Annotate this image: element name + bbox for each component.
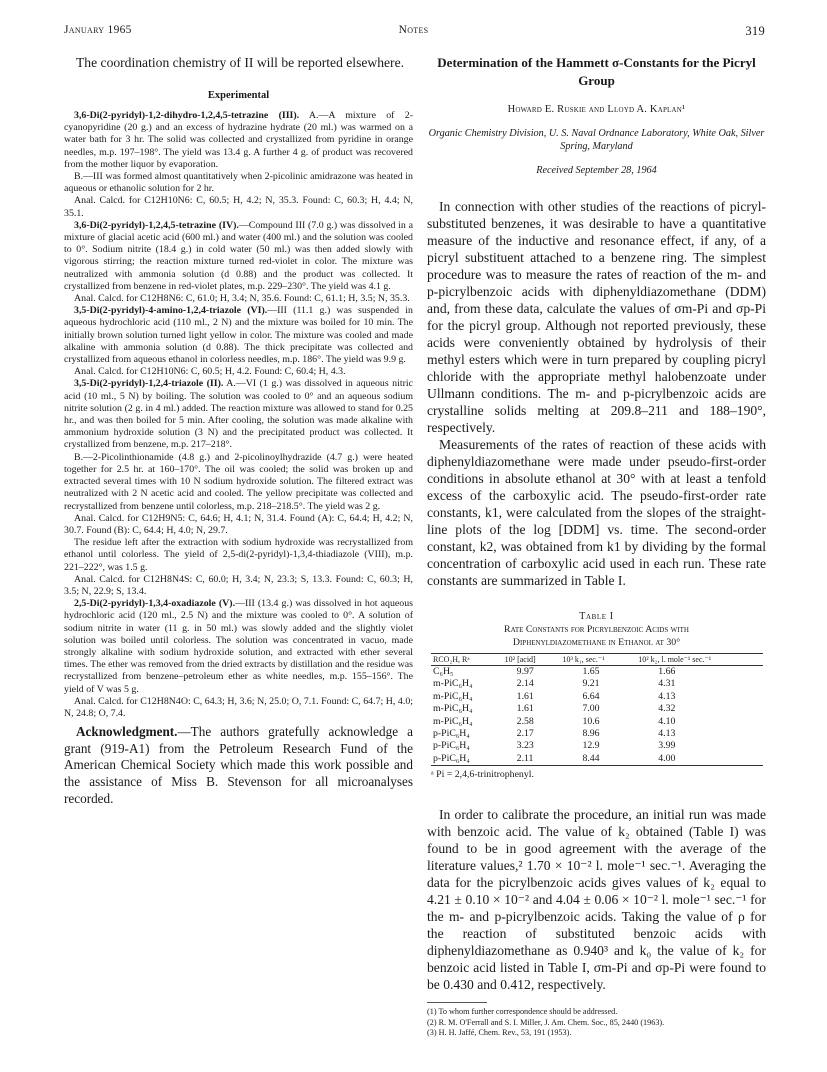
table-cell: 2.58 bbox=[516, 715, 534, 727]
exp-paragraph: 3,5-Di(2-pyridyl)-4-amino-1,2,4-triazole (VI).—III (11.1 g.) was suspended in aqueous hydrochloric acid (110 ml., 2 N) and the mixture was boiled for 10 min. The initially brown solution turned light yellow in color. The mixture was cooled and made alkaline with ammonia solution (d 0.88). The thick precipitate was collected and crystallized from aqueous ethanol in colorless needles, m.p. 186°. The yield was 9.9 g. bbox=[64, 305, 413, 366]
footnote: (2) R. M. O'Ferrall and S. I. Miller, J. Am. Chem. Soc., 85, 2440 (1963). bbox=[427, 1017, 665, 1027]
page-number: 319 bbox=[745, 24, 765, 38]
table-body bbox=[431, 666, 763, 766]
right-column bbox=[427, 54, 766, 1039]
table-cell: 3.99 bbox=[658, 740, 676, 752]
experimental-body bbox=[64, 110, 413, 720]
body-paragraph-1: In connection with other studies of the reactions of picryl-substituted benzenes, it was desirable to have a quantitative measure of the inductive and resonance effect, if any, of a picryl substituent attached to a benzene ring. The simplest procedure was to measure the rates of reaction of the m- and p-picrylbenzoic acids with diphenyldiazomethane (DDM) and, from these data, calculate the values of σm-Pi and σp-Pi for the picryl group. Although not reported previously, these acids were conveniently obtained by hydrolysis of their methyl esters which were in turn prepared by coupling picryl chloride with the appropriate methyl halobenzoate under Ullmann conditions. The m- and p-picrylbenzoic acids are crystalline solids melting at 209.8–211 and 188–190°, respectively. bbox=[427, 199, 766, 435]
table-row bbox=[431, 678, 763, 690]
header-date: January 1965 bbox=[64, 24, 132, 36]
section-heading-experimental: Experimental bbox=[207, 90, 270, 101]
exp-paragraph: Anal. Calcd. for C12H8N4O: C, 64.3; H, 3.6; N, 25.0; O, 7.1. Found: C, 64.7; H, 4.0; N, 24.8; O, 7.4. bbox=[64, 695, 413, 719]
table-header: 10³ k₁, sec.⁻¹ bbox=[560, 654, 636, 666]
footnote: (3) H. H. Jaffé, Chem. Rev., 53, 191 (1953). bbox=[427, 1028, 572, 1038]
table-row bbox=[431, 716, 763, 728]
table-cell: 1.61 bbox=[516, 690, 534, 702]
table-caption-line1: Rate Constants for Picrylbenzoic Acids with bbox=[504, 624, 689, 635]
body-paragraph-2: Measurements of the rates of reaction of these acids with diphenyldiazomethane were made under pseudo-first-order conditions in absolute ethanol at 30° with at least a tenfold excess of the carboxylic acid. The pseudo-first-order rate constants, k1, were calculated from the slopes of the straight-line plots of the log [DDM] vs. time. The second-order constant, k2, was obtained from k1 by dividing by the formal concentration of carboxylic acid used in each run. These rate constants are summarized in Table I. bbox=[427, 437, 766, 588]
received-date: Received September 28, 1964 bbox=[536, 165, 657, 176]
exp-paragraph: Anal. Calcd. for C12H8N4S: C, 60.0; H, 3.4; N, 23.3; S, 13.3. Found: C, 60.3; H, 3.5; N, 22.9; S, 13.4. bbox=[64, 573, 413, 597]
table-footnote: ᵃ Pi = 2,4,6-trinitrophenyl. bbox=[431, 769, 534, 781]
exp-paragraph: 3,6-Di(2-pyridyl)-1,2,4,5-tetrazine (IV).—Compound III (7.0 g.) was dissolved in a mixture of glacial acetic acid (600 ml.) and water (400 ml.) and the solution was cooled to 0°. Sodium nitrite (18.4 g.) in cold water (50 ml.) was then added slowly with vigorous stirring; the reaction mixture turned red-violet in color. The mixture was neutralized with ammonia solution (d 0.88) and the product was collected. It crystallized from benzene in red-violet plates, m.p. 229–230°. The yield was 4.1 g. bbox=[64, 219, 414, 292]
table-cell: 3.23 bbox=[516, 740, 534, 752]
table-caption-line2: Diphenyldiazomethane in Ethanol at 30° bbox=[512, 636, 681, 648]
table-cell: 4.00 bbox=[636, 753, 763, 766]
table-cell: 4.10 bbox=[658, 715, 676, 727]
table-cell: 4.13 bbox=[658, 728, 676, 740]
table-header: RCO₂H, Rᵃ bbox=[431, 654, 503, 666]
rate-constants-table bbox=[431, 653, 763, 766]
acknowledgment: Acknowledgment.—The authors gratefully acknowledge a grant (919-A1) from the Petroleum Research Fund of the American Chemical Society which made this work possible and the assistance of Miss B. Stevenson for all microanalyses recorded. bbox=[64, 724, 413, 806]
article-authors: Howard E. Ruskie and Lloyd A. Kaplan¹ bbox=[507, 104, 686, 115]
exp-paragraph: B.—2-Picolinthionamide (4.8 g.) and 2-picolinoylhydrazide (4.7 g.) were heated together for 2.5 hr. at 160–170°. The oil was cooled; the solid was broken up and extracted several times with 10 N sodium hydroxide solution. The filtered extract was neutralized with 2 N acetic acid and cooled. The yellow precipitate was collected and recrystallized from benzene until colorless, m.p. 218–218.5°. The yield was 2 g. bbox=[64, 451, 413, 512]
table-cell: 2.11 bbox=[503, 753, 561, 766]
table-header-row bbox=[431, 654, 763, 666]
footnote-divider bbox=[427, 1002, 487, 1003]
body-paragraph-3: In order to calibrate the procedure, an initial run was made with benzoic acid. The value of k₂ obtained (Table I) was found to be in good agreement with the average of the literature values,² 1.70 × 10⁻² l. mole⁻¹ sec.⁻¹. Averaging the data for the picrylbenzoic acids gives values of k₂ equal to 4.21 ± 0.10 × 10⁻² and 4.04 ± 0.06 × 10⁻² l. mole⁻¹ sec.⁻¹ for the m- and p-picrylbenzoic acids. Taking the value of ρ for the reaction of substituted benzoic acids with diphenyldiazomethane as 0.940³ and k₀ the value of k₂ for benzoic acid listed in Table I, σm-Pi and σp-Pi were found to be 0.430 and 0.412, respectively. bbox=[427, 807, 766, 993]
table-cell: 1.61 bbox=[516, 703, 534, 715]
table-row bbox=[431, 666, 763, 679]
article-title: Determination of the Hammett σ-Constants for the Picryl Group bbox=[437, 55, 756, 88]
table-row bbox=[431, 703, 763, 715]
table-cell: 9.97 bbox=[516, 666, 534, 677]
exp-paragraph: 2,5-Di(2-pyridyl)-1,3,4-oxadiazole (V).—III (13.4 g.) was dissolved in hot aqueous hydrochloric acid (120 ml., 2.5 N) and the mixture was cooled to 0°. A solution of sodium nitrite in water (11 g. in 50 ml.) was slowly added and the slightly violet solution was boiled until colorless. The solution was concentrated in vacuo, made strongly alkaline with sodium hydroxide solution, and extracted with ether several times. The ether was removed from the dried extracts by distillation and the residue was recrystallized from benzene–petroleum ether as white needles, m.p. 155–156°. The yield of V was 5 g. bbox=[64, 598, 413, 695]
table-cell: p-PiC₆H₄ bbox=[433, 740, 470, 752]
table-cell: C₆H₅ bbox=[433, 666, 454, 677]
table-row bbox=[431, 740, 763, 752]
table-cell: 1.65 bbox=[582, 666, 600, 677]
exp-paragraph: B.—III was formed almost quantitatively when 2-picolinic amidrazone was heated in aqueous or ethanolic solution for 2 hr. bbox=[64, 171, 413, 195]
table-cell: 9.21 bbox=[582, 678, 600, 690]
table-cell: m-PiC₆H₄ bbox=[433, 690, 473, 702]
table-cell: 4.32 bbox=[658, 703, 676, 715]
header-section: Notes bbox=[398, 24, 429, 36]
article-affiliation: Organic Chemistry Division, U. S. Naval Ordnance Laboratory, White Oak, Silver Spring, Maryland bbox=[428, 128, 765, 152]
table-row bbox=[431, 728, 763, 740]
table-cell: 12.9 bbox=[582, 740, 600, 752]
table-header: 10² [acid] bbox=[503, 654, 561, 666]
exp-paragraph: 3,6-Di(2-pyridyl)-1,2-dihydro-1,2,4,5-tetrazine (III). A.—A mixture of 2-cyanopyridine (20 g.) and an excess of hydrazine hydrate (20 ml.) was warmed on a water bath for 3 hr. The solid was collected and crystallized from pyridine in orange needles, m.p. 197–198°. The yield was 13.4 g. A further 4 g. of product was recovered from the mother liquor by evaporation. bbox=[64, 110, 413, 170]
table-label: Table I bbox=[579, 611, 614, 622]
table-cell: p-PiC₆H₄ bbox=[431, 753, 503, 766]
table-cell: 7.00 bbox=[582, 703, 600, 715]
table-cell: m-PiC₆H₄ bbox=[433, 678, 473, 690]
exp-paragraph: 3,5-Di(2-pyridyl)-1,2,4-triazole (II). A.—VI (1 g.) was dissolved in aqueous nitric acid (10 ml., 5 N) by boiling. The solution was cooled to 0° and an aqueous sodium nitrite solution (2 g. in 4 ml.) added. The reaction mixture was allowed to stand for 0.25 hr., and was then boiled for 5 min. After cooling, the solution was made alkaline with ammonium hydroxide solution (3 N) and the precipitated product was collected. It crystallized from benzene, m.p. 217–218°. bbox=[64, 378, 413, 451]
table-cell: 2.17 bbox=[516, 728, 534, 740]
table-cell: 2.14 bbox=[516, 678, 534, 690]
table-cell: m-PiC₆H₄ bbox=[433, 703, 473, 715]
table-cell: 8.44 bbox=[560, 753, 636, 766]
exp-paragraph: Anal. Calcd. for C12H8N6: C, 61.0; H, 3.4; N, 35.6. Found: C, 61.1; H, 3.5; N, 35.3. bbox=[74, 293, 410, 305]
table-cell: 1.66 bbox=[658, 666, 676, 677]
table-row bbox=[431, 753, 763, 766]
table-cell: 6.64 bbox=[582, 690, 600, 702]
table-cell: 8.96 bbox=[582, 728, 600, 740]
table-cell: 4.13 bbox=[658, 690, 676, 702]
left-column bbox=[64, 54, 413, 807]
exp-paragraph: The residue left after the extraction with sodium hydroxide was recrystallized from ethanol until colorless. The yield of 2,5-di(2-pyridyl)-1,3,4-thiadiazole (VIII), m.p. 221–222°, was 1.5 g. bbox=[64, 537, 413, 573]
table-cell: m-PiC₆H₄ bbox=[433, 715, 473, 727]
table-header: 10² k₂, l. mole⁻¹ sec.⁻¹ bbox=[636, 654, 763, 666]
table-cell: 4.31 bbox=[658, 678, 676, 690]
exp-paragraph: Anal. Calcd. for C12H10N6: C, 60.5; H, 4.2. Found: C, 60.4; H, 4.3. bbox=[74, 366, 346, 378]
footnote: (1) To whom further correspondence should be addressed. bbox=[427, 1007, 618, 1017]
intro-paragraph: The coordination chemistry of II will be reported elsewhere. bbox=[76, 55, 405, 70]
table-row bbox=[431, 691, 763, 703]
exp-paragraph: Anal. Calcd. for C12H9N5: C, 64.6; H, 4.1; N, 31.4. Found (A): C, 64.4; H, 4.2; N, 30.7. Found (B): C, 64.4; H, 4.0; N, 29.7. bbox=[64, 512, 413, 536]
table-cell: 10.6 bbox=[582, 715, 600, 727]
table-cell: p-PiC₆H₄ bbox=[433, 728, 470, 740]
exp-paragraph: Anal. Calcd. for C12H10N6: C, 60.5; H, 4.2; N, 35.3. Found: C, 60.3; H, 4.4; N, 35.1. bbox=[64, 195, 413, 219]
